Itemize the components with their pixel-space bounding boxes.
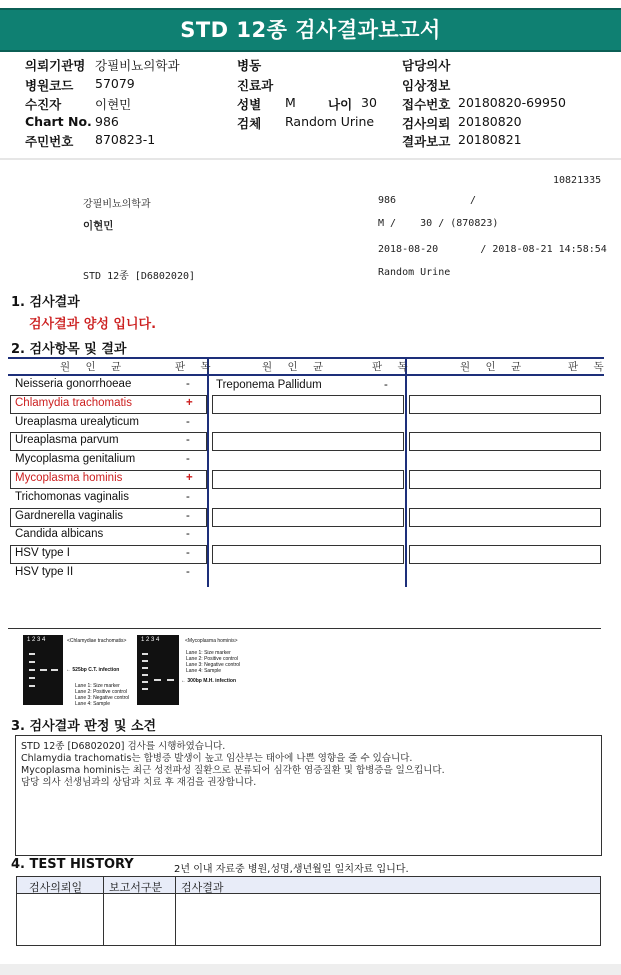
pathogen-name: HSV type II (15, 566, 74, 578)
section3-title: 3. 검사결과 판정 및 소견 (11, 719, 157, 734)
history-col-result: 검사결과 (181, 881, 224, 894)
pathogen-name: Mycoplasma hominis (15, 472, 123, 484)
header-value: 986 (95, 114, 119, 129)
table-col-divider (207, 357, 209, 587)
col-header-pathogen: 원 인 균 (60, 361, 128, 373)
pathogen-name: Chlamydia trachomatis (15, 396, 132, 409)
slash: / (470, 195, 477, 206)
section1-title: 1. 검사결과 (11, 295, 80, 310)
gel-legend-mh (186, 650, 240, 674)
gel-band-mh: ← 300bp M.H. infection (181, 678, 237, 684)
pathogen-name: Ureaplasma urealyticum (15, 415, 139, 428)
footer-strip (0, 964, 621, 975)
treponema-name: Treponema Pallidum (216, 379, 322, 391)
comment-line: STD 12종 [D6802020] 검사를 시행하였습니다. (21, 741, 226, 752)
header-label: 결과보고 (402, 134, 451, 149)
gel-legend-line: Lane 1: Size marker (75, 683, 120, 689)
pathogen-result: - (186, 453, 190, 466)
section4-title: 4. TEST HISTORY (11, 857, 134, 872)
pathogen-result: - (186, 378, 190, 390)
row-box (212, 470, 404, 489)
age-value: 30 (361, 95, 377, 110)
comment-box (15, 735, 602, 856)
header-label: 접수번호 (402, 97, 451, 112)
history-col-type: 보고서구분 (109, 881, 163, 894)
gel-legend-line: Lane 2: Positive control (186, 656, 238, 662)
header-label: 임상정보 (402, 78, 451, 93)
pathogen-name: Mycoplasma genitalium (15, 453, 136, 466)
pathogen-result: - (186, 547, 190, 560)
gel-legend-line: Lane 3: Negative control (75, 695, 130, 701)
header-value: 57079 (95, 76, 135, 91)
specimen-value: Random Urine (285, 114, 375, 129)
gel-band-ct: ← 525bp C.T. infection (66, 667, 120, 673)
row-box (409, 395, 601, 414)
header-label: 병원코드 (25, 78, 74, 93)
header-value: 20180821 (458, 132, 522, 147)
history-note: 2년 이내 자료중 병원,성명,생년월일 일치자료 입니다. (174, 864, 409, 875)
header-value: 이현민 (95, 97, 132, 112)
sex-label: 성별 (237, 97, 262, 112)
report-code: 10821335 (553, 175, 602, 186)
gel-lanes-left: 1 2 3 4 (27, 637, 46, 643)
sex-value: M (285, 95, 296, 110)
header-value: 20180820 (458, 114, 522, 129)
pathogen-name: Candida albicans (15, 528, 104, 541)
header-value: 870823-1 (95, 132, 156, 147)
gel-legend-line: Lane 1: Size marker (186, 650, 231, 656)
gel-title-ct: <Chlamydiae trachomatis> (67, 638, 127, 644)
row-box (212, 432, 404, 451)
history-table (16, 876, 601, 946)
pathogen-result: - (186, 566, 190, 578)
specimen-label: 검체 (237, 116, 262, 131)
divider (0, 158, 621, 160)
gel-top-rule (8, 628, 601, 629)
gel-title-mh: <Mycoplasma hominis> (185, 638, 238, 644)
pathogen-name: Trichomonas vaginalis (15, 490, 129, 503)
col-header-judgement: 판 독 (568, 361, 610, 373)
header-label: 검사의뢰 (402, 116, 451, 131)
row-box (409, 545, 601, 564)
table-col-divider (405, 357, 407, 587)
col-header-pathogen: 원 인 균 (262, 361, 330, 373)
gel-legend-line: Lane 2: Positive control (75, 689, 127, 695)
row-box (409, 432, 601, 451)
row-box (212, 395, 404, 414)
row-box (212, 508, 404, 527)
sex-age: M / 30 / (870823) (378, 218, 499, 229)
gel-legend-ct (75, 683, 129, 707)
row-box (409, 508, 601, 527)
pathogen-result: - (186, 415, 190, 428)
pathogen-name: Neisseria gonorrhoeae (15, 378, 132, 390)
test-name: STD 12종 [D6802020] (83, 271, 196, 282)
chart-number: 986 (378, 195, 397, 206)
row-box (212, 545, 404, 564)
pathogen-result: - (186, 434, 190, 447)
pathogen-result: - (186, 490, 190, 503)
gel-lanes-right: 1 2 3 4 (141, 637, 160, 643)
col-header-pathogen: 원 인 균 (460, 361, 528, 373)
treponema-result: - (384, 379, 388, 391)
col-header-judgement: 판 독 (175, 361, 217, 373)
header-label: 수진자 (25, 97, 62, 112)
header-label: Chart No. (25, 114, 92, 129)
gel-legend-line: Lane 4: Sample (186, 668, 222, 674)
gel-image-mh (137, 635, 179, 705)
pathogen-result: + (186, 472, 193, 484)
clinic-name: 강필비뇨의학과 (83, 199, 151, 210)
pathogen-result: - (186, 509, 190, 522)
report-dates: 2018-08-20 / 2018-08-21 14:58:54 (378, 244, 607, 255)
pathogen-name: Ureaplasma parvum (15, 434, 119, 447)
section2-title: 2. 검사항목 및 결과 (11, 342, 127, 357)
gel-legend-line: Lane 4: Sample (75, 701, 111, 707)
result-summary: 검사결과 양성 입니다. (29, 317, 157, 332)
age-label: 나이 (328, 97, 353, 112)
report-title: STD 12종 검사결과보고서 (0, 8, 621, 52)
pathogen-name: HSV type I (15, 547, 70, 560)
pathogen-result: + (186, 396, 193, 409)
gel-legend-line: Lane 3: Negative control (186, 662, 241, 668)
ward-label: 병동 (237, 58, 262, 73)
dept-label: 진료과 (237, 78, 274, 93)
header-label: 담당의사 (402, 58, 451, 73)
pathogen-result: - (186, 528, 190, 541)
comment-line: Mycoplasma hominis는 최근 성전파성 질환으로 분류되어 심각한 염증질환 및 합병증을 일으킵니다. (21, 765, 445, 776)
specimen-type: Random Urine (378, 267, 451, 278)
header-value: 강필비뇨의학과 (95, 58, 180, 73)
gel-image-ct (23, 635, 63, 705)
pathogen-name: Gardnerella vaginalis (15, 509, 124, 522)
patient-name: 이현민 (83, 220, 114, 232)
header-label: 주민번호 (25, 134, 74, 149)
comment-line: Chlamydia trachomatis는 합병증 발생이 높고 임산부는 태아에 나쁜 영향을 줄 수 있습니다. (21, 753, 413, 764)
comment-line: 담당 의사 선생님과의 상담과 치료 후 재검을 권장합니다. (21, 777, 257, 788)
table-header-rule (8, 374, 604, 376)
header-label: 의뢰기관명 (25, 58, 86, 73)
header-value: 20180820-69950 (458, 95, 566, 110)
history-col-date: 검사의뢰일 (29, 881, 83, 894)
col-header-judgement: 판 독 (372, 361, 414, 373)
row-box (409, 470, 601, 489)
